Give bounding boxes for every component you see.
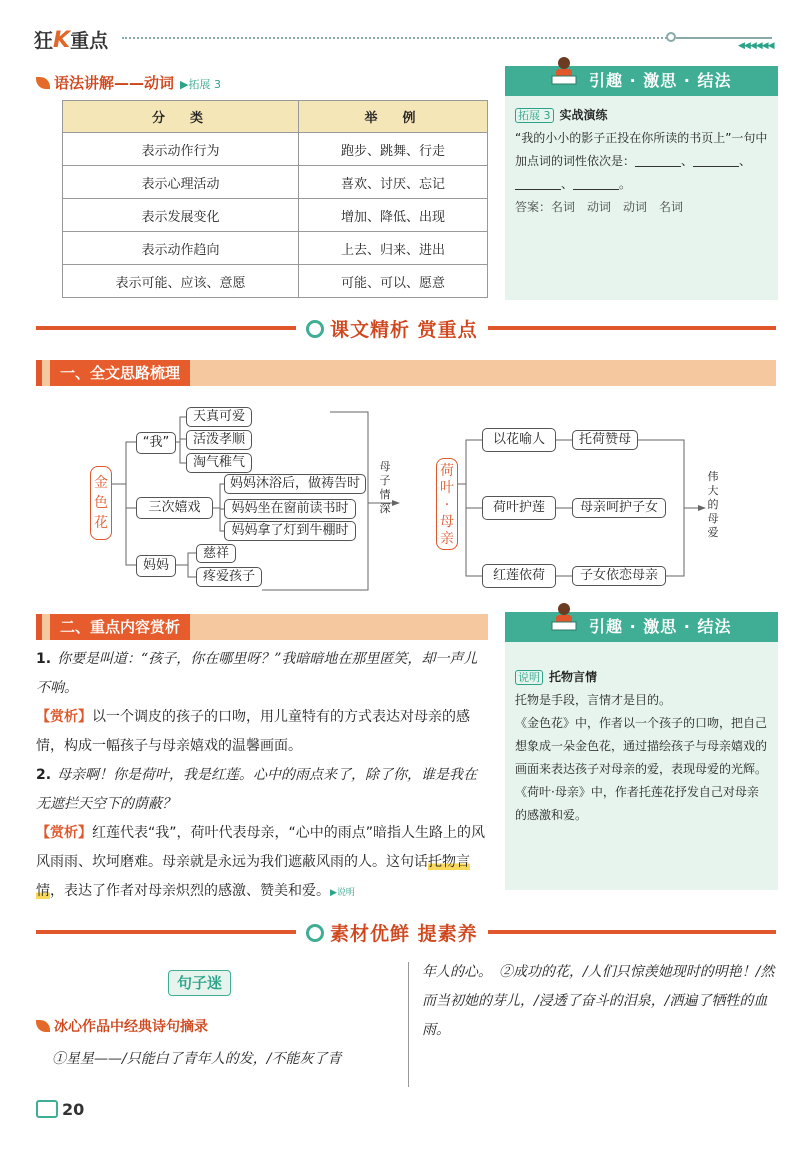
table-row (63, 166, 488, 199)
table-cell: 表示可能、应该、意愿 (63, 265, 299, 298)
sentence-fan-label: 句子迷 (168, 970, 231, 996)
map-node: 荷叶护莲 (482, 496, 556, 520)
table-row (63, 199, 488, 232)
table-cell: 表示动作趋向 (63, 232, 299, 265)
material-subtitle: 冰心作品中经典诗句摘录 (36, 1016, 208, 1036)
highlight-term: 托物言情 (36, 854, 470, 899)
map-node: 以花喻人 (482, 428, 556, 452)
table-row (63, 232, 488, 265)
table-cell: 表示心理活动 (63, 166, 299, 199)
map-leaf: 天真可爱 (186, 407, 252, 427)
ribbon-key-content: 二、重点内容赏析 (36, 614, 488, 640)
map-leaf: 妈妈坐在窗前读书时 (224, 499, 356, 519)
book-icon (36, 1100, 58, 1118)
page-number: 20 (36, 1100, 84, 1119)
map-leaf: 活泼孝顺 (186, 430, 252, 450)
map-leaf: 母亲呵护子女 (572, 498, 666, 518)
table-header: 分 类 (63, 101, 299, 133)
panel-tagline: 拓展 3 实战演练 (515, 104, 768, 127)
tag-badge: 拓展 3 (515, 108, 554, 123)
mind-map (0, 400, 800, 600)
header-line (676, 37, 772, 39)
map-leaf: 淘气稚气 (186, 453, 252, 473)
tip-panel-explanation (505, 612, 778, 890)
key-item-2: 2. 母亲啊！你是荷叶，我是红莲。心中的雨点来了，除了你，谁是我在无遮拦天空下的荫蔽？ (36, 767, 478, 812)
tag-badge: 说明 (515, 670, 543, 685)
table-row (63, 265, 488, 298)
explanation-link[interactable]: ▶说明 (330, 888, 355, 898)
swirl-icon (306, 320, 324, 338)
section-banner-analysis: 课文精析 赏重点 (296, 315, 488, 342)
header-dotted-line (122, 37, 667, 39)
leaf-icon (36, 1020, 50, 1032)
brand-logo: 狂K重点 (34, 28, 109, 53)
map-root-golden-flower: 金色花 (90, 466, 112, 540)
practice-question: “我的小小的影子正投在你所读的书页上”一句中加点词的词性依次是： 、 、 、 。 (515, 131, 768, 191)
table-cell: 喜欢、讨厌、忘记 (298, 166, 487, 199)
table-cell: 跑步、跳舞、行走 (298, 133, 487, 166)
map-node: 红莲依荷 (482, 564, 556, 588)
poem-line-left: ①星星——/只能白了青年人的发，/不能灰了青 (52, 1051, 342, 1067)
map-end-great-love: 伟大的母爱 (707, 470, 719, 539)
key-content (36, 645, 491, 908)
map-leaf: 妈妈拿了灯到牛棚时 (224, 521, 356, 541)
column-divider (408, 962, 409, 1087)
reader-person-icon (549, 56, 579, 94)
header-circle (666, 32, 676, 42)
tip-panel-practice (505, 66, 778, 300)
explanation-para: 《金色花》中，作者以一个孩子的口吻，把自己想象成一朵金色花，通过描绘孩子与母亲嬉戏的画面来表达孩子对母亲的爱，表现母爱的光辉。 (515, 716, 768, 776)
panel-tagline: 说明 托物言情 (515, 666, 768, 689)
map-leaf: 托荷赞母 (572, 430, 638, 450)
poem-line-right: 年人的心。 ②成功的花，/人们只惊羡她现时的明艳！/然而当初她的芽儿，/浸透了奋斗的泪泉，/洒遍了牺牲的血雨。 (422, 964, 775, 1038)
mind-map-lines (0, 400, 800, 600)
grammar-table (62, 100, 488, 298)
section-banner-material: 素材优鲜 提素养 (296, 919, 488, 946)
key-analysis-2: 【赏析】红莲代表“我”，荷叶代表母亲，“心中的雨点”暗指人生路上的风风雨雨、坎坷磨难。母亲就是永远为我们遮蔽风雨的人。这句话托物言情，表达了作者对母亲炽烈的感激、赞美和爱。▶说明 (36, 825, 486, 899)
table-cell: 增加、降低、出现 (298, 199, 487, 232)
header-arrows: ◀◀◀◀◀◀ (738, 41, 774, 51)
map-node-wo: “我” (136, 432, 176, 454)
table-header: 举 例 (298, 101, 487, 133)
swirl-icon (306, 924, 324, 942)
table-row (63, 133, 488, 166)
panel-title: 引趣 · 激思 · 结法 (505, 66, 778, 96)
map-leaf: 慈祥 (196, 544, 236, 563)
map-end-mother-child: 母子情深 (379, 460, 391, 515)
table-cell: 表示发展变化 (63, 199, 299, 232)
map-leaf: 疼爱孩子 (196, 567, 262, 587)
ribbon-structure: 一、全文思路梳理 (36, 360, 776, 386)
map-leaf: 妈妈沐浴后，做祷告时 (224, 474, 366, 494)
practice-answer: 答案：名词 动词 动词 名词 (515, 200, 684, 214)
explanation-para: 《荷叶·母亲》中，作者托莲花抒发自己对母亲的感激和爱。 (515, 785, 759, 822)
key-analysis-1: 【赏析】以一个调皮的孩子的口吻，用儿童特有的方式表达对母亲的感情，构成一幅孩子与母亲嬉戏的温馨画面。 (36, 709, 470, 754)
map-root-lotus-leaf-mother: 荷叶·母亲 (436, 458, 458, 550)
leaf-icon (36, 77, 50, 89)
table-cell: 上去、归来、进出 (298, 232, 487, 265)
map-node-three-games: 三次嬉戏 (136, 497, 213, 519)
map-node-mother: 妈妈 (136, 555, 176, 577)
table-cell: 可能、可以、愿意 (298, 265, 487, 298)
grammar-tag[interactable]: ▶拓展 3 (180, 78, 221, 91)
explanation-para: 托物是手段，言情才是目的。 (515, 693, 672, 707)
table-cell: 表示动作行为 (63, 133, 299, 166)
panel-title: 引趣 · 激思 · 结法 (505, 612, 778, 642)
grammar-heading: 语法讲解——动词 ▶拓展 3 (36, 72, 221, 93)
map-leaf: 子女依恋母亲 (572, 566, 666, 586)
key-item-1: 1. 你要是叫道：“孩子，你在哪里呀？”我暗暗地在那里匿笑，却一声儿不响。 (36, 651, 478, 696)
reader-person-icon (549, 602, 579, 640)
